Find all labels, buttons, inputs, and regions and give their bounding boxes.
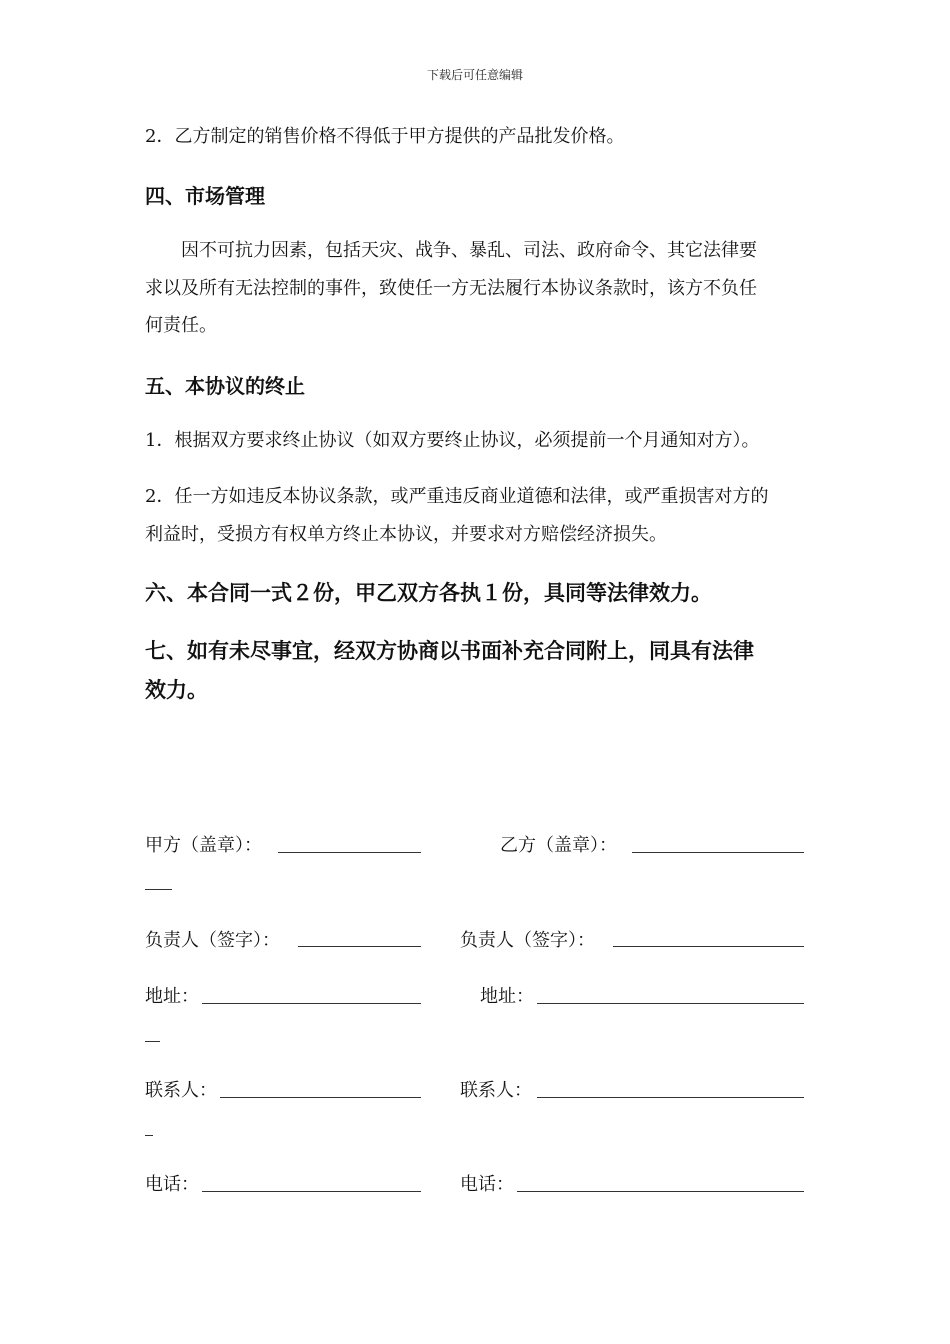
section-4-paragraph-line-2: 求以及所有无法控制的事件，致使任一方无法履行本协议条款时，该方不负任 [145, 278, 757, 299]
party-a-contact-line-overflow [145, 1121, 153, 1136]
party-b-phone-label: 电话： [460, 1174, 514, 1195]
party-a-phone-label: 电话： [145, 1174, 199, 1195]
section-5-item-2-line-1: 2．任一方如违反本协议条款，或严重违反商业道德和法律，或严重损害对方的 [145, 486, 769, 507]
party-b-seal-label: 乙方（盖章）： [500, 835, 617, 856]
section-6-text: 六、本合同一式２份，甲乙双方各执１份，具同等法律效力。 [145, 581, 712, 605]
party-a-seal-label: 甲方（盖章）： [145, 835, 262, 856]
party-a-address-line [202, 989, 421, 1004]
party-a-seal-line-overflow [145, 875, 172, 890]
party-b-person-line [613, 932, 804, 947]
clause-2-text: 2．乙方制定的销售价格不得低于甲方提供的产品批发价格。 [145, 126, 625, 147]
party-a-phone-line [202, 1177, 421, 1192]
party-a-person-line [298, 932, 421, 947]
section-4-paragraph-line-3: 何责任。 [145, 315, 217, 336]
party-b-phone-line [517, 1177, 804, 1192]
party-b-address-label: 地址： [480, 986, 534, 1007]
party-b-address-line [537, 989, 804, 1004]
party-b-contact-line [537, 1083, 804, 1098]
section-5-item-2-line-2: 利益时，受损方有权单方终止本协议，并要求对方赔偿经济损失。 [145, 524, 667, 545]
party-b-person-label: 负责人（签字）： [460, 930, 595, 951]
party-b-seal-line [632, 838, 804, 853]
section-4-paragraph-line-1: 因不可抗力因素，包括天灾、战争、暴乱、司法、政府命令、其它法律要 [181, 240, 757, 261]
party-a-address-line-overflow [145, 1027, 160, 1042]
page-header-note: 下载后可任意编辑 [426, 68, 523, 82]
party-a-contact-line [220, 1083, 421, 1098]
section-4-title: 四、市场管理 [145, 184, 265, 208]
section-5-item-1: 1．根据双方要求终止协议（如双方要终止协议，必须提前一个月通知对方）。 [145, 430, 760, 451]
party-a-address-label: 地址： [145, 986, 199, 1007]
party-a-person-label: 负责人（签字）： [145, 930, 280, 951]
party-a-contact-label: 联系人： [145, 1080, 217, 1101]
section-7-line-1: 七、如有未尽事宜，经双方协商以书面补充合同附上，同具有法律 [145, 639, 754, 663]
section-5-title: 五、本协议的终止 [145, 374, 305, 398]
section-7-line-2: 效力。 [145, 678, 208, 702]
party-b-contact-label: 联系人： [460, 1080, 532, 1101]
party-a-seal-line [278, 838, 421, 853]
